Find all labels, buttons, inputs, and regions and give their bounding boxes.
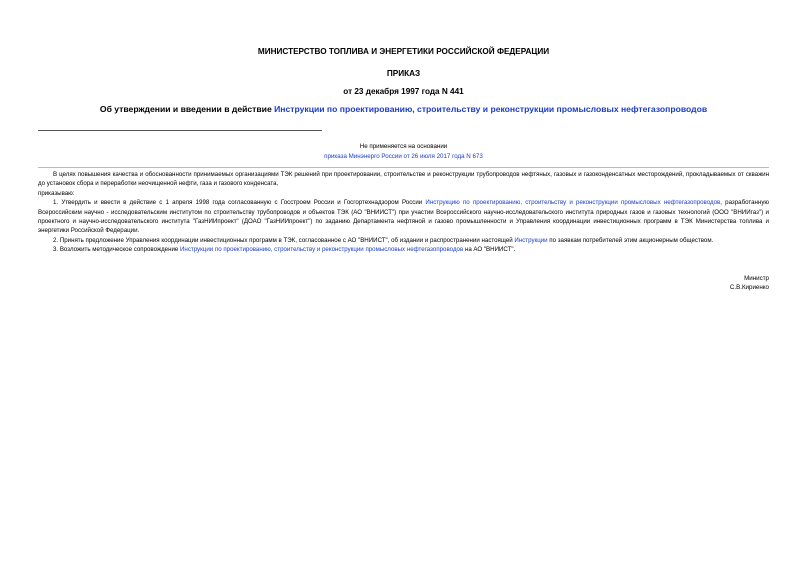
signature-block <box>730 274 769 293</box>
clause-2 <box>38 236 769 245</box>
title-divider <box>38 130 322 131</box>
clause-1-instruction-link[interactable]: Инструкцию по проектированию, строительству и реконструкции промысловых нефтегазопроводов <box>425 199 721 207</box>
clause-1 <box>38 198 769 236</box>
preamble-paragraph: В целях повышения качества и обоснованности принимаемых организациями ТЭК решений при проектировании, строительстве и реконструкции трубопроводов нефтяных, газовых и газоконденсатных месторождений, прокладываемых от скважин до установок сбора и переработки неочищенной нефти, газа и газового конденсата, <box>38 171 769 188</box>
signatory-position: Министр <box>744 275 769 282</box>
clause-3 <box>38 245 769 254</box>
clause-2-text: 2. Принять предложение Управления координации инвестиционных программ в ТЭК, согласованное с АО "ВНИИСТ", об издании и распространении настоящей <box>53 236 515 244</box>
status-note: Не применяется на основании <box>359 143 448 150</box>
clause-2-instruction-link[interactable]: Инструкции <box>514 236 548 244</box>
order-word: приказываю: <box>38 189 75 197</box>
signatory-name: С.В.Кириенко <box>729 284 769 292</box>
ministry-heading: МИНИСТЕРСТВО ТОПЛИВА И ЭНЕРГЕТИКИ РОССИЙСКОЙ ФЕДЕРАЦИИ <box>257 47 550 56</box>
clause-3-instruction-link[interactable]: Инструкции по проектированию, строительству и реконструкции промысловых нефтегазопроводов <box>180 246 464 254</box>
document-body <box>38 170 769 255</box>
document-date-number: от 23 декабря 1997 года N 441 <box>343 87 464 96</box>
clause-1-text-cont: , разработанную Всероссийским научно - исследовательским институтом по строительству трубопроводов и объектов ТЭК (АО "ВНИИСТ") при участии Всероссийского научно-исследовательского института природных газов и газовых технологий (ООО "ВНИИгаз") и проектного и научно-исследовательского института "ГазНИИпроект" (ДОАО "ГазНИИпроект") по заданию Департамента нефтяной и газово промышленности и Управления координации инвестиционных программ в ТЭК Министерства топлива и энергетики Российской Федерации. <box>38 199 769 235</box>
document-type: ПРИКАЗ <box>386 69 421 78</box>
document-title <box>0 104 807 114</box>
note-divider <box>38 167 769 168</box>
clause-3-text-cont: на АО "ВНИИСТ". <box>463 246 516 254</box>
clause-3-text: 3. Возложить методическое сопровождение <box>53 246 181 254</box>
title-instruction-link[interactable]: Инструкции по проектированию, строительству и реконструкции промысловых нефтегазопроводов <box>274 104 708 114</box>
clause-2-text-cont: по заявкам потребителей этим акционерным обществом. <box>547 236 714 244</box>
clause-1-text: 1. Утвердить и ввести в действие с 1 апреля 1998 года согласованную с Госстроем России и Госгортехнадзором России <box>53 199 426 207</box>
title-prefix: Об утверждении и введении в действие <box>99 104 275 114</box>
status-note-link-line <box>0 153 807 160</box>
repeal-order-link[interactable]: приказа Минэнерго России от 26 июля 2017 года N 673 <box>324 153 483 160</box>
